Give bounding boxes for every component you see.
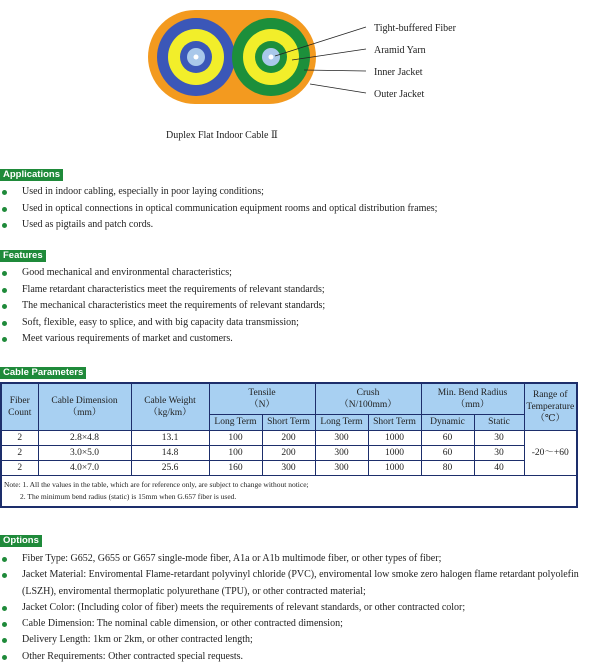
cell-count: 2 [1, 445, 38, 460]
list-item: Used in optical connections in optical communication equipment rooms and optical distribution frames; [0, 201, 600, 218]
note-line: 2. The minimum bend radius (static) is 15mm when G.657 fiber is used. [20, 491, 237, 501]
header-bend-dynamic: Dynamic [421, 414, 474, 430]
list-item: Meet various requirements of market and customers. [0, 331, 600, 348]
header-cable-weight: Cable Weight （kg/km） [131, 383, 209, 430]
cell-crush-long: 300 [315, 445, 368, 460]
left-fiber-core [194, 55, 199, 60]
features-list [0, 265, 600, 348]
table-row [1, 445, 577, 460]
cell-temperature: -20～+60 [524, 430, 577, 475]
cell-tensile-long: 100 [209, 430, 262, 445]
table-row [1, 460, 577, 475]
table-note [1, 475, 577, 507]
table-note-row [1, 475, 577, 507]
label-outer-jacket: Outer Jacket [374, 89, 425, 100]
cell-weight: 13.1 [131, 430, 209, 445]
cell-weight: 25.6 [131, 460, 209, 475]
cell-bend-dynamic: 60 [421, 445, 474, 460]
list-item: Fiber Type: G652, G655 or G657 single-mode fiber, A1a or A1b multimode fiber, or other types of fiber; [0, 551, 600, 567]
header-tensile-long-term: Long Term [209, 414, 262, 430]
right-fiber-core [269, 55, 274, 60]
cell-count: 2 [1, 430, 38, 445]
header-tensile: Tensile （N） [209, 383, 315, 414]
leader-line-outer-jacket [310, 84, 366, 93]
cable-cross-section-diagram [0, 0, 608, 120]
list-item: The mechanical characteristics meet the requirements of relevant standards; [0, 298, 600, 315]
cell-crush-short: 1000 [368, 430, 421, 445]
list-item: Jacket Color: (Including color of fiber) meets the requirements of relevant standards, or other contracted color; [0, 600, 600, 616]
list-item: Used in indoor cabling, especially in poor laying conditions; [0, 184, 600, 201]
cell-dimension: 4.0×7.0 [38, 460, 131, 475]
cell-tensile-long: 160 [209, 460, 262, 475]
note-line: Note: 1. All the values in the table, which are for reference only, are subject to change without notice; [4, 479, 309, 489]
list-item: Used as pigtails and patch cords. [0, 217, 600, 234]
cell-tensile-long: 100 [209, 445, 262, 460]
cell-crush-long: 300 [315, 430, 368, 445]
cell-tensile-short: 300 [262, 460, 315, 475]
label-tight-buffered-fiber: Tight-buffered Fiber [374, 23, 456, 34]
cable-parameters-table [0, 382, 578, 508]
list-item: Delivery Length: 1km or 2km, or other contracted length; [0, 632, 600, 648]
list-item: Other Requirements: Other contracted special requests. [0, 649, 600, 665]
cell-dimension: 2.8×4.8 [38, 430, 131, 445]
cell-bend-static: 30 [474, 445, 524, 460]
cell-tensile-short: 200 [262, 430, 315, 445]
header-bend-radius: Min. Bend Radius （mm） [421, 383, 524, 414]
cell-dimension: 3.0×5.0 [38, 445, 131, 460]
list-item: Cable Dimension: The nominal cable dimension, or other contracted dimension; [0, 616, 600, 632]
header-temperature: Range of Temperature （℃） [524, 383, 577, 430]
list-item: Good mechanical and environmental characteristics; [0, 265, 600, 282]
applications-list [0, 184, 600, 234]
options-heading: Options [0, 535, 42, 547]
list-item: Soft, flexible, easy to splice, and with big capacity data transmission; [0, 315, 600, 332]
cell-crush-long: 300 [315, 460, 368, 475]
header-cable-dimension: Cable Dimension （mm） [38, 383, 131, 430]
cell-count: 2 [1, 460, 38, 475]
cell-tensile-short: 200 [262, 445, 315, 460]
label-aramid-yarn: Aramid Yarn [374, 45, 426, 56]
list-item: Flame retardant characteristics meet the requirements of relevant standards; [0, 282, 600, 299]
features-heading: Features [0, 250, 46, 262]
cell-weight: 14.8 [131, 445, 209, 460]
cell-bend-dynamic: 60 [421, 430, 474, 445]
table-row [1, 430, 577, 445]
cell-crush-short: 1000 [368, 460, 421, 475]
header-crush-short-term: Short Term [368, 414, 421, 430]
header-crush-long-term: Long Term [315, 414, 368, 430]
parameters-heading: Cable Parameters [0, 367, 86, 379]
header-crush: Crush （N/100mm） [315, 383, 421, 414]
applications-heading: Applications [0, 169, 63, 181]
header-fiber-count: Fiber Count [1, 383, 38, 430]
label-inner-jacket: Inner Jacket [374, 67, 423, 78]
diagram-caption: Duplex Flat Indoor Cable Ⅱ [166, 130, 278, 141]
cell-crush-short: 1000 [368, 445, 421, 460]
cell-bend-static: 40 [474, 460, 524, 475]
header-bend-static: Static [474, 414, 524, 430]
cell-bend-static: 30 [474, 430, 524, 445]
list-item: Jacket Material: Enviromental Flame-retardant polyvinyl chloride (PVC), enviromental low smoke zero halogen flame retardant polyolefin (LSZH), enviromental thermoplatic polyurethane (TPU), or other contracted material; [0, 567, 600, 600]
cell-bend-dynamic: 80 [421, 460, 474, 475]
header-tensile-short-term: Short Term [262, 414, 315, 430]
options-list [0, 551, 600, 665]
